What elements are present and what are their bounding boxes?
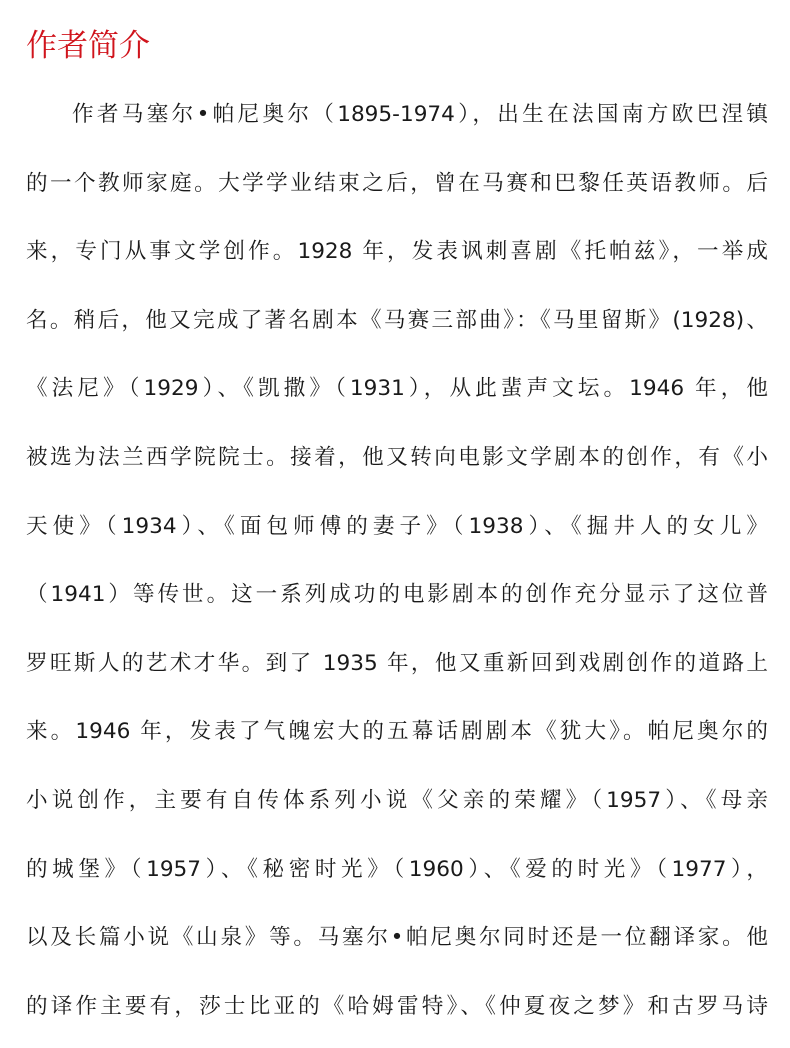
paragraph-line: 作者马塞尔•帕尼奥尔（1895-1974），出生在法国南方欧巴涅镇: [72, 102, 768, 127]
paragraph-line: 来，专门从事文学创作。1928 年，发表讽刺喜剧《托帕兹》，一举成: [26, 239, 768, 265]
paragraph-line: 的译作主要有，莎士比亚的《哈姆雷特》、《仲夏夜之梦》和古罗马诗: [26, 993, 768, 1019]
paragraph-line: 的城堡》（1957）、《秘密时光》（1960）、《爱的时光》（1977），: [26, 856, 768, 882]
paragraph-line: 被选为法兰西学院院士。接着，他又转向电影文学剧本的创作，有《小: [26, 444, 768, 470]
paragraph-line: （1941）等传世。这一系列成功的电影剧本的创作充分显示了这位普: [26, 582, 768, 608]
paragraph-line: 的一个教师家庭。大学学业结束之后，曾在马赛和巴黎任英语教师。后: [26, 170, 768, 196]
paragraph-line: 《法尼》（1929）、《凯撒》（1931），从此蜚声文坛。1946 年，他: [26, 376, 768, 402]
paragraph-line: 名。稍后，他又完成了著名剧本《马赛三部曲》：《马里留斯》(1928)、: [26, 307, 768, 333]
author-bio-paragraph: [26, 95, 768, 1048]
section-title: 作者简介: [26, 28, 150, 64]
paragraph-line: 小说创作，主要有自传体系列小说《父亲的荣耀》（1957）、《母亲: [26, 787, 768, 813]
paragraph-line: 天使》（1934）、《面包师傅的妻子》（1938）、《掘井人的女儿》: [26, 513, 768, 539]
paragraph-line: 来。1946 年，发表了气魄宏大的五幕话剧剧本《犹大》。帕尼奥尔的: [26, 719, 768, 745]
paragraph-line: 罗旺斯人的艺术才华。到了 1935 年，他又重新回到戏剧创作的道路上: [26, 650, 768, 676]
paragraph-line: 以及长篇小说《山泉》等。马塞尔•帕尼奥尔同时还是一位翻译家。他: [26, 925, 768, 951]
